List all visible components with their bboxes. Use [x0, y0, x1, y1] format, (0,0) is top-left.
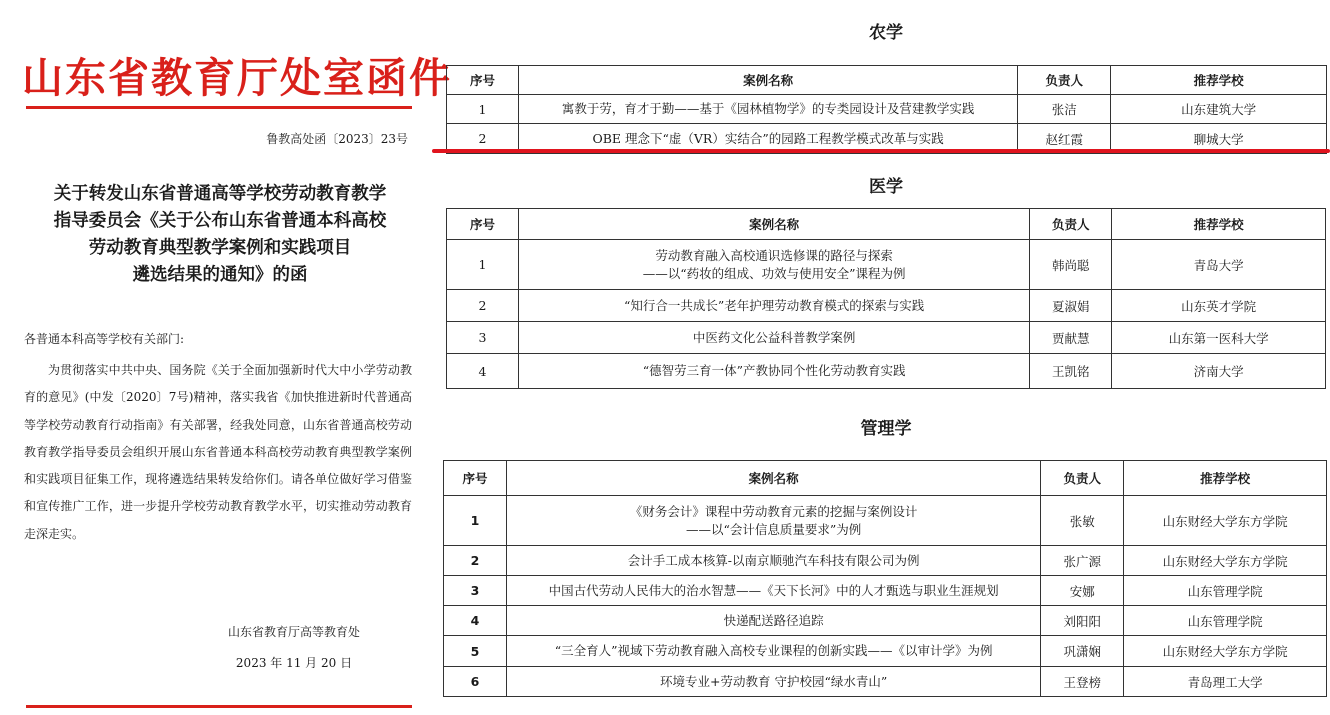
cell-person: 王登榜	[1041, 667, 1124, 697]
table-row	[444, 546, 1327, 576]
header-school: 推荐学校	[1124, 461, 1327, 496]
case-line: “德智劳三育一体”产教协同个性化劳动教育实践	[642, 363, 906, 378]
cell-num: 1	[444, 496, 507, 546]
header-person: 负责人	[1030, 209, 1112, 240]
cell-person: 张洁	[1018, 95, 1111, 124]
case-line: 会计手工成本核算-以南京顺驰汽车科技有限公司为例	[627, 552, 920, 568]
cell-num: 2	[447, 124, 519, 154]
title-line: 遴选结果的通知》的函	[132, 265, 308, 285]
table-row	[444, 606, 1327, 636]
table-row	[447, 322, 1326, 354]
cell-num: 2	[447, 290, 519, 322]
cell-case	[506, 667, 1040, 697]
cell-school: 山东财经大学东方学院	[1124, 546, 1327, 576]
section-title-nongxue: 农学	[869, 23, 903, 43]
section-title-guanli: 管理学	[860, 419, 912, 439]
signature-block	[214, 617, 374, 679]
document-number: 鲁教高处函〔2023〕23号	[266, 132, 408, 146]
cell-person: 刘阳阳	[1041, 606, 1124, 636]
header-case: 案例名称	[518, 66, 1017, 95]
cell-person: 张广源	[1041, 546, 1124, 576]
case-line: 环境专业+劳动教育 守护校园“绿水青山”	[660, 673, 888, 689]
case-line: 劳动教育融入高校通识选修课的路径与探索	[655, 247, 893, 263]
header-person: 负责人	[1041, 461, 1124, 496]
table-row	[444, 636, 1327, 667]
cell-school: 青岛理工大学	[1124, 667, 1327, 697]
header-num: 序号	[444, 461, 507, 496]
document-title	[20, 181, 420, 289]
header-num: 序号	[447, 66, 519, 95]
cell-school: 山东管理学院	[1124, 576, 1327, 606]
cell-school: 济南大学	[1112, 354, 1326, 389]
cell-person: 贾献慧	[1030, 322, 1112, 354]
cell-num: 2	[444, 546, 507, 576]
table-row	[444, 576, 1327, 606]
table-row	[444, 667, 1327, 697]
header-num: 序号	[447, 209, 519, 240]
cell-num: 6	[444, 667, 507, 697]
sign-date: 2023 年 11 月 20 日	[235, 656, 353, 670]
header-case: 案例名称	[506, 461, 1040, 496]
cell-case	[506, 636, 1040, 667]
header-school: 推荐学校	[1112, 209, 1326, 240]
header-school: 推荐学校	[1111, 66, 1327, 95]
header-person: 负责人	[1018, 66, 1111, 95]
cell-num: 1	[447, 240, 519, 290]
cell-person: 巩潇娴	[1041, 636, 1124, 667]
cell-case	[506, 496, 1040, 546]
cell-person: 安娜	[1041, 576, 1124, 606]
table-row	[444, 496, 1327, 546]
table-row	[447, 290, 1326, 322]
title-line: 劳动教育典型教学案例和实践项目	[88, 238, 352, 258]
cell-case	[518, 95, 1017, 124]
cell-case	[518, 322, 1029, 354]
letter-body: 为贯彻落实中共中央、国务院《关于全面加强新时代大中小学劳动教育的意见》(中发〔2020〕7号)精神，落实我省《加快推进新时代普通高等学校劳动教育行动指南》有关部署，经我处同意，山东省普通高校劳动教育教学指导委员会组织开展山东省普通本科高校劳动教育典型教学案例和实践项目征集工作，现将遴选结果转发给你们。请各单位做好学习借鉴和宣传推广工作，进一步提升学校劳动教育教学水平，切实推动劳动教育走深走实。	[24, 363, 412, 541]
official-letter	[0, 0, 452, 715]
cell-num: 3	[447, 322, 519, 354]
header-case: 案例名称	[518, 209, 1029, 240]
case-line: ——以“药妆的组成、功效与使用安全”课程为例	[642, 265, 906, 281]
cell-person: 王凯铭	[1030, 354, 1112, 389]
sign-org: 山东省教育厅高等教育处	[227, 625, 360, 639]
cell-school: 山东管理学院	[1124, 606, 1327, 636]
cell-school: 青岛大学	[1112, 240, 1326, 290]
cell-person: 张敏	[1041, 496, 1124, 546]
title-line: 关于转发山东省普通高等学校劳动教育教学	[53, 184, 387, 204]
cell-school: 山东建筑大学	[1111, 95, 1327, 124]
cell-person: 赵红霞	[1018, 124, 1111, 154]
table-nongxue	[446, 65, 1327, 154]
cell-school: 山东第一医科大学	[1112, 322, 1326, 354]
cell-case	[518, 290, 1029, 322]
cell-num: 1	[447, 95, 519, 124]
recipient: 各普通本科高等学校有关部门:	[24, 332, 185, 346]
table-row	[447, 95, 1327, 124]
highlight-underline	[432, 149, 1330, 153]
case-line: 快递配送路径追踪	[723, 612, 824, 628]
case-line: 中医药文化公益科普教学案例	[692, 329, 856, 345]
case-line: “知行合一共成长”老年护理劳动教育模式的探索与实践	[623, 297, 925, 313]
table-row	[447, 354, 1326, 389]
cell-person: 韩尚聪	[1030, 240, 1112, 290]
footer-rule	[26, 705, 412, 708]
letterhead-title: 山东省教育厅处室函件	[22, 54, 452, 102]
cell-num: 5	[444, 636, 507, 667]
cell-case	[506, 576, 1040, 606]
table-yixue	[446, 208, 1326, 389]
cell-num: 3	[444, 576, 507, 606]
table-row	[447, 240, 1326, 290]
table-guanli	[443, 460, 1327, 697]
case-line: 中国古代劳动人民伟大的治水智慧——《天下长河》中的人才甄选与职业生涯规划	[548, 582, 999, 598]
case-line: 寓教于劳，育才于勤——基于《园林植物学》的专类园设计及营建教学实践	[561, 101, 975, 116]
case-line: OBE 理念下“虚（VR）实结合”的园路工程教学模式改革与实践	[592, 130, 944, 146]
cell-case	[506, 606, 1040, 636]
section-title-yixue: 医学	[869, 177, 903, 197]
title-line: 指导委员会《关于公布山东省普通本科高校	[53, 211, 387, 231]
cell-school: 聊城大学	[1111, 124, 1327, 154]
cell-school: 山东财经大学东方学院	[1124, 636, 1327, 667]
cell-num: 4	[444, 606, 507, 636]
cell-person: 夏淑娟	[1030, 290, 1112, 322]
cell-case	[506, 546, 1040, 576]
cell-case	[518, 240, 1029, 290]
cell-case	[518, 354, 1029, 389]
cell-school: 山东财经大学东方学院	[1124, 496, 1327, 546]
cell-school: 山东英才学院	[1112, 290, 1326, 322]
cell-num: 4	[447, 354, 519, 389]
case-line: 《财务会计》课程中劳动教育元素的挖掘与案例设计	[629, 503, 918, 519]
case-line: ——以“会计信息质量要求”为例	[685, 521, 862, 537]
letterhead-rule	[26, 106, 412, 109]
case-line: “三全育人”视域下劳动教育融入高校专业课程的创新实践——《以审计学》为例	[554, 643, 993, 658]
